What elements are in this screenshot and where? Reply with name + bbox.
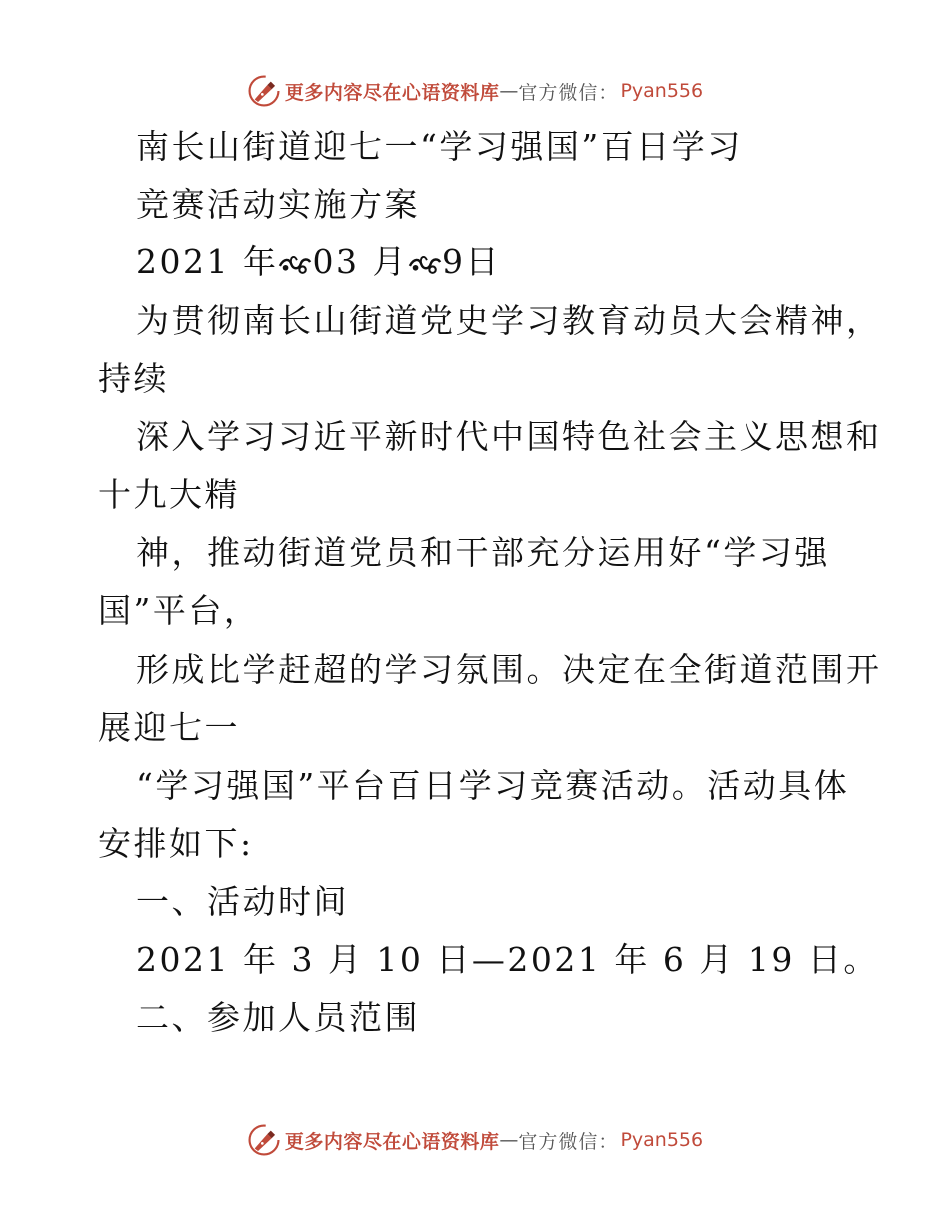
paragraph-line: 安排如下: (98, 824, 254, 863)
paragraph-line: 十九大精 (98, 475, 240, 514)
date-year: 2021 年 (136, 242, 279, 281)
section-2-heading: 二、参加人员范围 (136, 998, 420, 1037)
paragraph-line: “学习强国”平台百日学习竞赛活动。活动具体 (136, 766, 850, 805)
date-month: 03 月 (312, 242, 408, 281)
date-day: 9日 (441, 242, 501, 281)
watermark-site-text: 更多内容尽在心语资料库 (284, 81, 500, 104)
watermark-separator: — (499, 80, 519, 102)
watermark-header (0, 71, 950, 111)
floral-ornament-icon (408, 252, 442, 276)
paragraph-line: 为贯彻南长山街道党史学习教育动员大会精神， (136, 301, 882, 340)
doc-title-line-1: 南长山街道迎七一“学习强国”百日学习 (136, 127, 743, 166)
watermark-footer (0, 1120, 950, 1160)
watermark-wechat-label: 官方微信： (518, 1130, 619, 1153)
pen-nib-logo-icon (247, 74, 281, 108)
paragraph-line: 形成比学赶超的学习氛围。决定在全街道范围开 (136, 650, 882, 689)
watermark-account: Pyan556 (620, 1129, 704, 1151)
paragraph-line: 深入学习习近平新时代中国特色社会主义思想和 (136, 417, 882, 456)
watermark-wechat-label: 官方微信： (518, 81, 619, 104)
paragraph-line: 持续 (98, 359, 169, 398)
watermark-site-text: 更多内容尽在心语资料库 (284, 1130, 500, 1153)
watermark-account: Pyan556 (620, 80, 704, 102)
doc-date (136, 242, 501, 282)
paragraph-line: 展迎七一 (98, 708, 240, 747)
watermark-separator: — (499, 1129, 519, 1151)
floral-ornament-icon (278, 252, 312, 276)
section-1-body: 2021 年 3 月 10 日—2021 年 6 月 19 日。 (136, 940, 879, 979)
doc-title-line-2: 竞赛活动实施方案 (136, 185, 420, 224)
paragraph-line: 神，推动街道党员和干部充分运用好“学习强 (136, 533, 830, 572)
pen-nib-logo-icon (247, 1123, 281, 1157)
paragraph-line: 国”平台， (98, 591, 260, 630)
section-1-heading: 一、活动时间 (136, 882, 349, 921)
